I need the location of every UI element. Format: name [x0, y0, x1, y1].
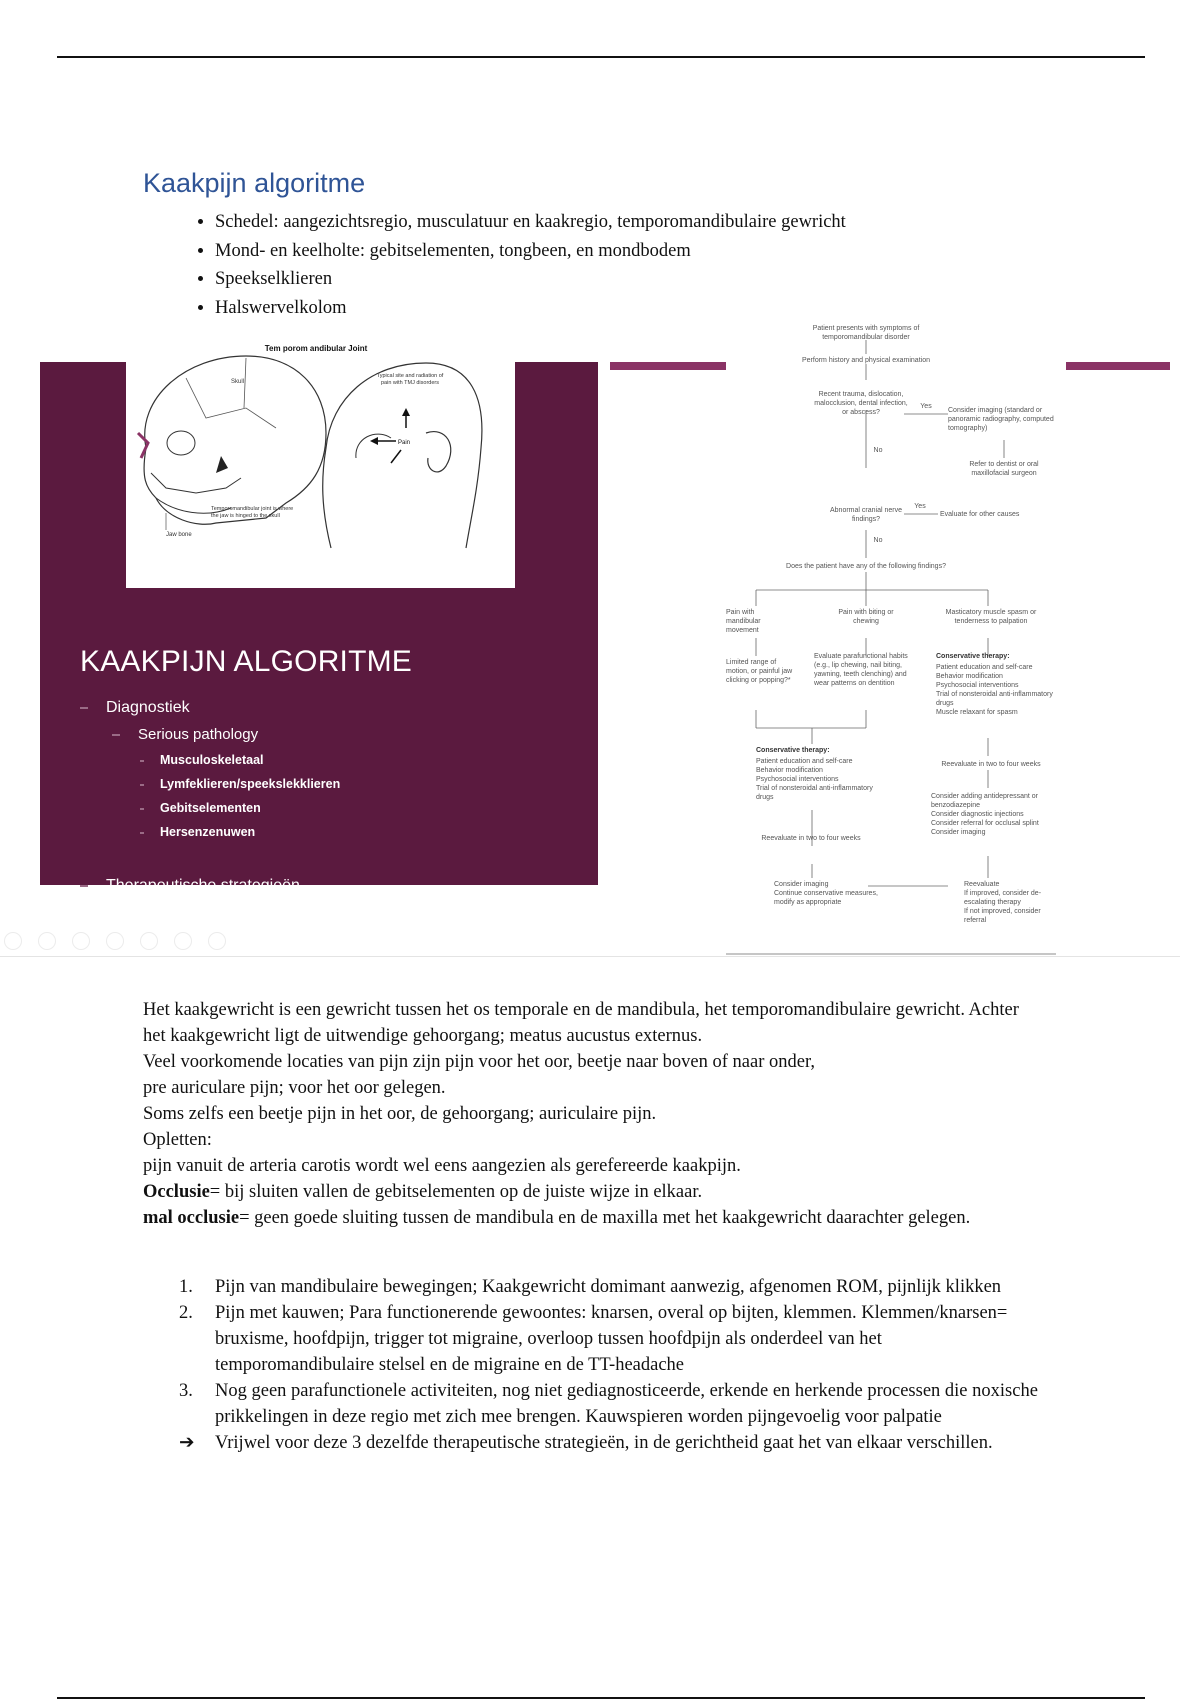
slide-bullet: Serious pathology [112, 726, 258, 743]
slide-accent-bar [610, 362, 726, 370]
toolbar-screen-icon[interactable] [174, 932, 192, 950]
flow-trauma: Recent trauma, dislocation, malocclusion, dental infection, or abscess? [814, 391, 908, 416]
toolbar-more-icon[interactable] [208, 932, 226, 950]
flow-reeval-left: Reevaluate in two to four weeks [761, 835, 861, 842]
paragraph: Het kaakgewricht is een gewricht tussen het os temporale en de mandibula, het temporomandibulaire gewricht. Achter het kaakgewricht ligt de uitwendige gehoorgang; meatus aucustus externus. [143, 1000, 1019, 1046]
pain-label: Pain [398, 440, 411, 446]
tmj-anatomy-illustration [126, 338, 515, 588]
intro-bullet: • Speekselklieren [215, 265, 1115, 294]
footer-rule [57, 1697, 1145, 1699]
flow-question: Does the patient have any of the following findings? [786, 563, 946, 570]
paragraph: pre auriculare pijn; voor het oor gelegen. [143, 1078, 446, 1098]
toolbar-zoom-icon[interactable] [140, 932, 158, 950]
bullet-dash-icon [80, 707, 88, 709]
slide-bullet: Gebitselementen [140, 801, 261, 815]
flow-refer: Refer to dentist or oral maxillofacial surgeon [969, 461, 1039, 477]
paragraph: Veel voorkomende locaties van pijn zijn pijn voor het oor, beetje naar boven of naar onder, [143, 1052, 815, 1072]
flow-imaging: Consider imaging (standard or panoramic radiography, computed tomography) [948, 407, 1054, 432]
term-occlusie: Occlusie [143, 1182, 210, 1202]
slide-title: KAAKPIJN ALGORITME [80, 645, 413, 678]
header-rule [57, 56, 1145, 58]
flow-col2: Pain with biting or chewing [838, 609, 894, 625]
bullet-dash-icon [112, 734, 120, 736]
toolbar-grid-icon[interactable] [106, 932, 124, 950]
flow-start: Patient presents with symptoms of temporomandibular disorder [812, 325, 920, 341]
bullet-dash-icon [140, 808, 144, 810]
flow-no-label: No [873, 537, 883, 544]
flow-therapy-left: Patient education and self-care Behavior modification Psychosocial interventions Trial of nonsteroidal anti-inflammatory drugs [756, 758, 873, 801]
definition-text: = bij sluiten vallen de gebitselementen op de juiste wijze in elkaar. [209, 1182, 703, 1202]
flow-yes-label: Yes [914, 503, 926, 510]
flow-col1-detail: Limited range of motion, or painful jaw clicking or popping?* [726, 659, 793, 684]
skull-label: Skull [231, 379, 245, 385]
list-number: 3. [179, 1381, 193, 1401]
paragraph: pijn vanuit de arteria carotis wordt wel eens aangezien als gerefereerde kaakpijn. [143, 1156, 741, 1176]
flow-history: Perform history and physical examination [801, 357, 930, 364]
flow-col2-detail: Evaluate parafunctional habits (e.g., lip chewing, nail biting, yawning, teeth clenching) and wear patterns on dentition [814, 653, 908, 687]
slide-bullet: Therapeutische strategieën [80, 877, 300, 895]
slide-bullet: Hersenzenuwen [140, 825, 255, 839]
skull-diagram-icon [126, 338, 515, 588]
typical-site-label: Typical site and radiation of pain with TMJ disorders [376, 373, 444, 386]
toolbar-pen-icon[interactable] [72, 932, 90, 950]
flow-cranial: Abnormal cranial nerve findings? [830, 507, 902, 523]
flow-no-label: No [873, 447, 883, 454]
flow-therapy-left-title: Conservative therapy: [756, 747, 830, 754]
intro-bullet: • Schedel: aangezichtsregio, musculatuur en kaakregio, temporomandibulaire gewricht [215, 208, 1115, 237]
flow-reeval-final: Reevaluate If improved, consider de-escalating therapy If not improved, consider referral [964, 881, 1042, 924]
flow-therapy-right: Patient education and self-care Behavior modification Psychosocial interventions Trial of nonsteroidal anti-inflammatory drugs Muscle relaxant for spasm [936, 664, 1053, 716]
flow-reeval-right: Reevaluate in two to four weeks [941, 761, 1041, 768]
list-number: 2. [179, 1303, 193, 1323]
finding-item: ➔ Vrijwel voor deze 3 dezelfde therapeutische strategieën, in de gerichtheid gaat het van elkaar verschillen. [143, 1430, 1043, 1456]
arrow-icon: ➔ [179, 1433, 195, 1453]
flow-yes-label: Yes [920, 403, 932, 410]
tmj-note-label: Temporomandibular joint is where the jaw is hinged to the skull [211, 506, 294, 519]
intro-bullet-list [143, 208, 1115, 322]
embedded-slides [0, 318, 1180, 958]
anatomy-title: Tem porom andibular Joint [264, 344, 368, 353]
slide-bullet: Musculoskeletaal [140, 753, 264, 767]
definition-occlusie [143, 1179, 1043, 1205]
definition-text: = geen goede sluiting tussen de mandibula en de maxilla met het kaakgewricht daarachter gelegen. [239, 1208, 971, 1228]
finding-item: 2. Pijn met kauwen; Para functionerende gewoontes: knarsen, overal op bijten, klemmen. Klemmen/knarsen= bruxisme, hoofdpijn, trigger tot migraine, overloop tussen hoofdpijn als onderdeel van het temporomandibulaire stelsel en de migraine en de TT-headache [143, 1300, 1043, 1378]
bullet-dash-icon [80, 885, 88, 887]
finding-item: 1. Pijn van mandibulaire bewegingen; Kaakgewricht domimant aanwezig, afgenomen ROM, pijnlijk klikken [143, 1274, 1043, 1300]
flow-consider-right: Consider adding antidepressant or benzodiazepine Consider diagnostic injections Consider referral for occlusal splint Consider imaging [931, 793, 1039, 836]
slides-divider [0, 956, 1180, 957]
slide-bullet: Lymfeklieren/speekslekklieren [140, 777, 340, 791]
tmd-flowchart [726, 318, 1076, 958]
intro-bullet: • Halswervelkolom [215, 294, 1115, 323]
flow-therapy-right-title: Conservative therapy: [936, 653, 1010, 660]
slide-bullet: Diagnostiek [80, 699, 190, 717]
flow-other-causes: Evaluate for other causes [940, 511, 1020, 518]
flow-consider-left: Consider imaging Continue conservative measures, modify as appropriate [774, 881, 878, 906]
bullet-dash-icon [140, 784, 144, 786]
toolbar-forward-icon[interactable] [38, 932, 56, 950]
paragraph: Opletten: [143, 1130, 212, 1150]
intro-bullet: • Mond- en keelholte: gebitselementen, tongbeen, en mondbodem [215, 237, 1115, 266]
slide-accent-bar [1066, 362, 1170, 370]
term-malocclusie: mal occlusie [143, 1208, 240, 1228]
findings-list [143, 1274, 1043, 1456]
flow-col1: Pain with mandibular movement [726, 609, 761, 634]
finding-item: 3. Nog geen parafunctionele activiteiten, nog niet gediagnosticeerde, erkende en herkende processen die noxische prikkelingen in deze regio met zich mee brengen. Kauwspieren worden pijngevoelig voor palpatie [143, 1378, 1043, 1430]
paragraph: Soms zelfs een beetje pijn in het oor, de gehoorgang; auriculaire pijn. [143, 1104, 657, 1124]
body-text [143, 997, 1043, 1231]
list-number: 1. [179, 1277, 193, 1297]
flow-col3: Masticatory muscle spasm or tenderness to palpation [945, 609, 1037, 625]
section-heading: Kaakpijn algoritme [143, 168, 366, 198]
bullet-dash-icon [140, 760, 144, 762]
jaw-bone-label: Jaw bone [166, 532, 192, 538]
toolbar-back-icon[interactable] [4, 932, 22, 950]
definition-malocclusie [143, 1205, 1043, 1231]
bullet-dash-icon [140, 832, 144, 834]
